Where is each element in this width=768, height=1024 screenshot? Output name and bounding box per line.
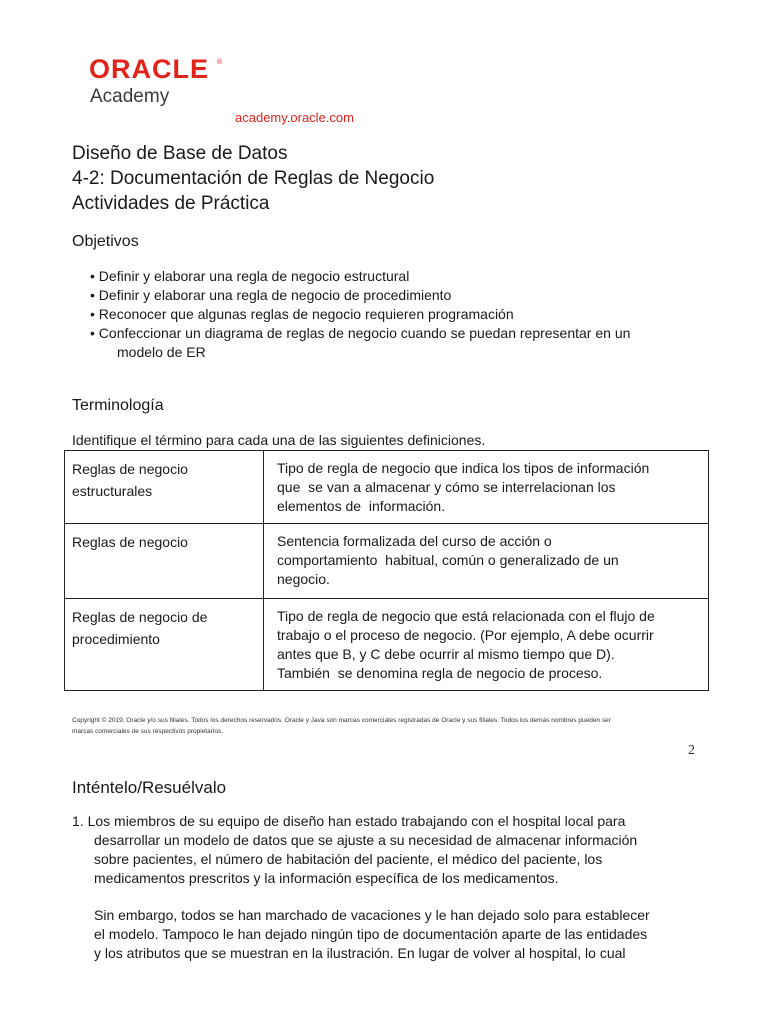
academy-logo-text: Academy (90, 86, 170, 107)
copyright-notice: Copyright © 2019, Oracle y/o sus filiales. Todos los derechos reservados. Oracle y Java son marcas comerciales registradas de Oracle y sus filiales. Todos los demás nombres pueden ser marcas comerciales de sus respectivos propietarios. (72, 717, 611, 735)
table-row (65, 524, 709, 599)
academy-link[interactable]: academy.oracle.com (235, 110, 354, 125)
table-row (65, 599, 709, 691)
terminology-intro: Identifique el término para cada una de las siguientes definiciones. (72, 432, 486, 448)
activity-type: Actividades de Práctica (72, 193, 270, 214)
exercise-1-paragraph: 1. Los miembros de su equipo de diseño han estado trabajando con el hospital local para desarrollar un modelo de datos que se ajuste a su necesidad de almacenar información sobre pacientes, el número de habitación del paciente, el médico del paciente, los medicamentos prescritos y la información específica de los medicamentos. (72, 813, 638, 886)
objectives-heading: Objetivos (72, 233, 139, 250)
objective-item: • Definir y elaborar una regla de negocio estructural (90, 268, 410, 284)
term-cell: Reglas de negocio estructurales (65, 451, 264, 524)
page-number: 2 (688, 743, 695, 758)
definition-cell: Tipo de regla de negocio que está relacionada con el flujo de trabajo o el proceso de negocio. (Por ejemplo, A debe ocurrir antes que B, y C debe ocurrir al mismo tiempo que D). También se denomina regla de negocio de proceso. (264, 599, 709, 691)
objective-item: • Confeccionar un diagrama de reglas de negocio cuando se puedan representar en un modelo de ER (90, 325, 631, 360)
lesson-title: 4-2: Documentación de Reglas de Negocio (72, 168, 435, 189)
try-it-heading: Inténtelo/Resuélvalo (72, 778, 227, 797)
objectives-list (90, 267, 700, 362)
definition-cell: Sentencia formalizada del curso de acción o comportamiento habitual, común o generalizado de un negocio. (264, 524, 709, 599)
definition-cell: Tipo de regla de negocio que indica los tipos de información que se van a almacenar y cómo se interrelacionan los elementos de información. (264, 451, 709, 524)
oracle-logo: ORACLE (89, 54, 209, 84)
objective-item: • Reconocer que algunas reglas de negocio requieren programación (90, 306, 514, 322)
term-cell: Reglas de negocio de procedimiento (65, 599, 264, 691)
exercise-1-paragraph-2: Sin embargo, todos se han marchado de vacaciones y le han dejado solo para establecer el modelo. Tampoco le han dejado ningún tipo de documentación aparte de las entidades y los atributos que se muestran en la ilustración. En lugar de volver al hospital, lo cual (94, 907, 650, 961)
course-title: Diseño de Base de Datos (72, 143, 288, 164)
term-cell: Reglas de negocio (65, 524, 264, 599)
terminology-table (64, 450, 709, 691)
registered-mark: ® (217, 59, 223, 66)
objective-item: • Definir y elaborar una regla de negocio de procedimiento (90, 287, 452, 303)
terminology-heading: Terminología (72, 397, 164, 414)
table-row (65, 451, 709, 524)
